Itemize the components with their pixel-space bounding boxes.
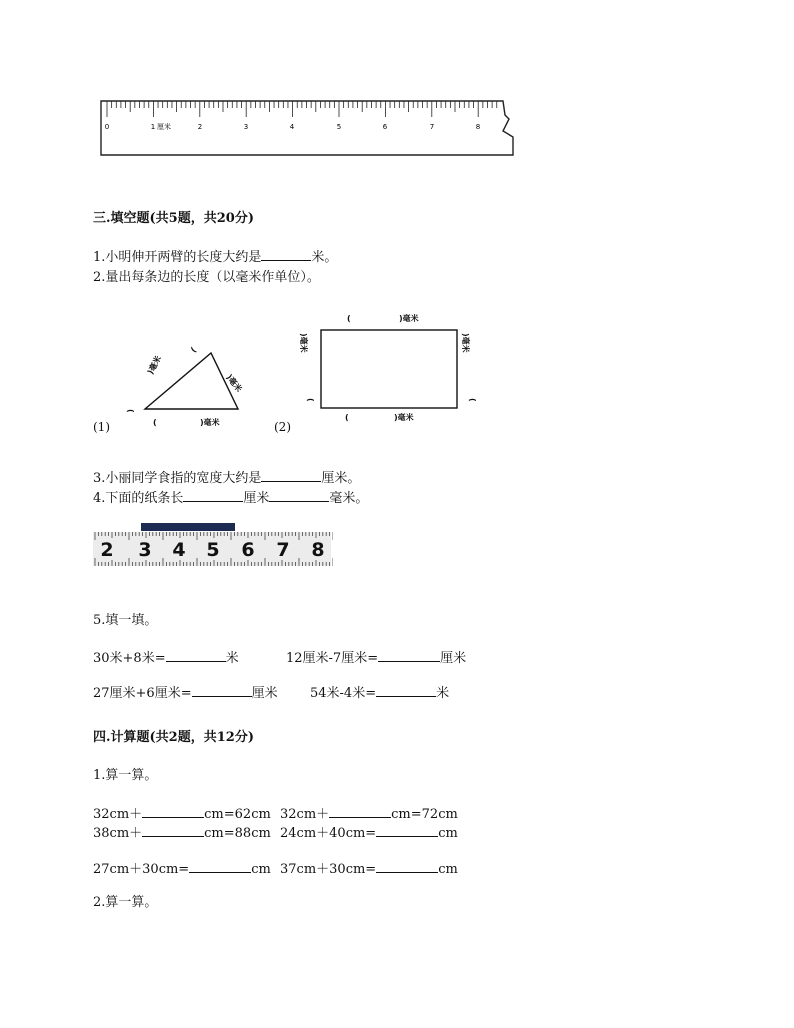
answer-blank[interactable]	[166, 649, 226, 662]
q3-text: 3.小丽同学食指的宽度大约是	[93, 471, 262, 486]
triangle-top-left-label: )毫米	[145, 354, 163, 376]
question-3-3	[93, 469, 360, 487]
fill-item-unit: 米	[225, 651, 239, 666]
ruler-unit-label: 厘米	[157, 123, 171, 131]
tape-number-2: 2	[100, 539, 114, 561]
triangle-right-label: )毫米	[224, 372, 244, 394]
fill-item-expr: 12厘米-7厘米=	[286, 651, 379, 666]
ruler-number-3: 3	[243, 123, 249, 131]
tape-number-7: 7	[276, 539, 290, 561]
q1-text: 1.小明伸开两臂的长度大约是	[93, 250, 262, 265]
calc-item	[280, 805, 458, 823]
ruler-number-8: 8	[475, 123, 481, 131]
tape-number-3: 3	[138, 539, 152, 561]
rectangle-right-label: )毫米	[461, 333, 470, 353]
ruler-number-1: 1	[150, 123, 156, 131]
ruler-figure	[95, 95, 520, 160]
answer-blank[interactable]	[183, 489, 243, 502]
fill-item-expr: 27厘米+6厘米=	[93, 686, 192, 701]
q4-text: 4.下面的纸条长	[93, 491, 184, 506]
tape-measure-figure	[93, 520, 333, 576]
answer-blank[interactable]	[378, 649, 440, 662]
answer-blank[interactable]	[142, 824, 204, 837]
section-4-heading: 四.计算题(共2题，共12分)	[93, 730, 254, 745]
q3-unit: 厘米。	[321, 471, 361, 486]
question-3-1	[93, 248, 337, 266]
fill-item-unit: 厘米	[440, 651, 467, 666]
fill-item-expr: 54米-4米=	[310, 686, 377, 701]
fill-item	[93, 684, 278, 702]
section-3-heading: 三.填空题(共5题，共20分)	[93, 211, 254, 226]
calc-result: cm	[251, 862, 271, 877]
question-3-2: 2.量出每条边的长度（以毫米作单位）。	[93, 270, 320, 285]
figure-label-1: (1)	[93, 420, 110, 434]
calc-item	[93, 824, 271, 842]
fill-item	[93, 649, 239, 667]
answer-blank[interactable]	[189, 860, 251, 873]
shapes-figure	[90, 305, 490, 440]
triangle-left-paren: (	[126, 409, 135, 413]
answer-blank[interactable]	[376, 860, 438, 873]
question-4-2-title: 2.算一算。	[93, 895, 158, 910]
paper-strip	[141, 523, 235, 531]
ruler-number-0: 0	[104, 123, 110, 131]
calc-item	[93, 860, 271, 878]
q4-unit-2: 毫米。	[329, 491, 369, 506]
calc-expr: 27cm＋30cm=	[93, 862, 190, 877]
calc-item	[93, 805, 271, 823]
answer-blank[interactable]	[376, 684, 436, 697]
fill-item-expr: 30米+8米=	[93, 651, 166, 666]
ruler-number-6: 6	[382, 123, 388, 131]
calc-result: cm=88cm	[204, 826, 271, 841]
triangle-bottom-close: )毫米	[200, 418, 220, 427]
answer-blank[interactable]	[261, 469, 321, 482]
triangle-bottom-open: (	[153, 418, 157, 427]
answer-blank[interactable]	[329, 805, 391, 818]
answer-blank[interactable]	[142, 805, 204, 818]
fill-item-unit: 米	[436, 686, 450, 701]
fill-item	[310, 684, 449, 702]
calc-result: cm	[438, 862, 458, 877]
calc-item	[280, 860, 458, 878]
tape-number-5: 5	[206, 539, 220, 561]
calc-expr: 32cm＋	[93, 807, 143, 822]
question-3-4	[93, 489, 368, 507]
tape-number-4: 4	[172, 539, 186, 561]
q1-unit: 米。	[311, 250, 338, 265]
ruler-number-5: 5	[336, 123, 342, 131]
tape-number-6: 6	[241, 539, 255, 561]
calc-expr: 37cm＋30cm=	[280, 862, 377, 877]
question-3-5-title: 5.填一填。	[93, 613, 158, 628]
calc-expr: 32cm＋	[280, 807, 330, 822]
calc-expr: 24cm＋40cm=	[280, 826, 377, 841]
rectangle-shape	[321, 330, 457, 408]
q4-unit-1: 厘米	[243, 491, 270, 506]
rectangle-left-label: )毫米	[299, 333, 308, 353]
calc-result: cm	[438, 826, 458, 841]
question-4-1-title: 1.算一算。	[93, 768, 158, 783]
rectangle-bottom-close: )毫米	[394, 413, 414, 422]
fill-item	[286, 649, 466, 667]
calc-expr: 38cm＋	[93, 826, 143, 841]
figure-label-2: (2)	[274, 420, 291, 434]
calc-item	[280, 824, 458, 842]
rectangle-top-open: (	[347, 314, 351, 323]
rectangle-top-close: )毫米	[399, 314, 419, 323]
ruler-number-4: 4	[289, 123, 295, 131]
rectangle-bottom-open: (	[345, 413, 349, 422]
fill-item-unit: 厘米	[251, 686, 278, 701]
answer-blank[interactable]	[269, 489, 329, 502]
ruler-number-2: 2	[197, 123, 203, 131]
rectangle-right-paren: (	[468, 398, 477, 402]
answer-blank[interactable]	[192, 684, 252, 697]
tape-number-8: 8	[311, 539, 325, 561]
triangle-top-paren: (	[189, 345, 198, 355]
answer-blank[interactable]	[261, 248, 311, 261]
calc-result: cm=62cm	[204, 807, 271, 822]
answer-blank[interactable]	[376, 824, 438, 837]
ruler-number-7: 7	[429, 123, 435, 131]
rectangle-left-paren: (	[306, 398, 315, 402]
calc-result: cm=72cm	[391, 807, 458, 822]
